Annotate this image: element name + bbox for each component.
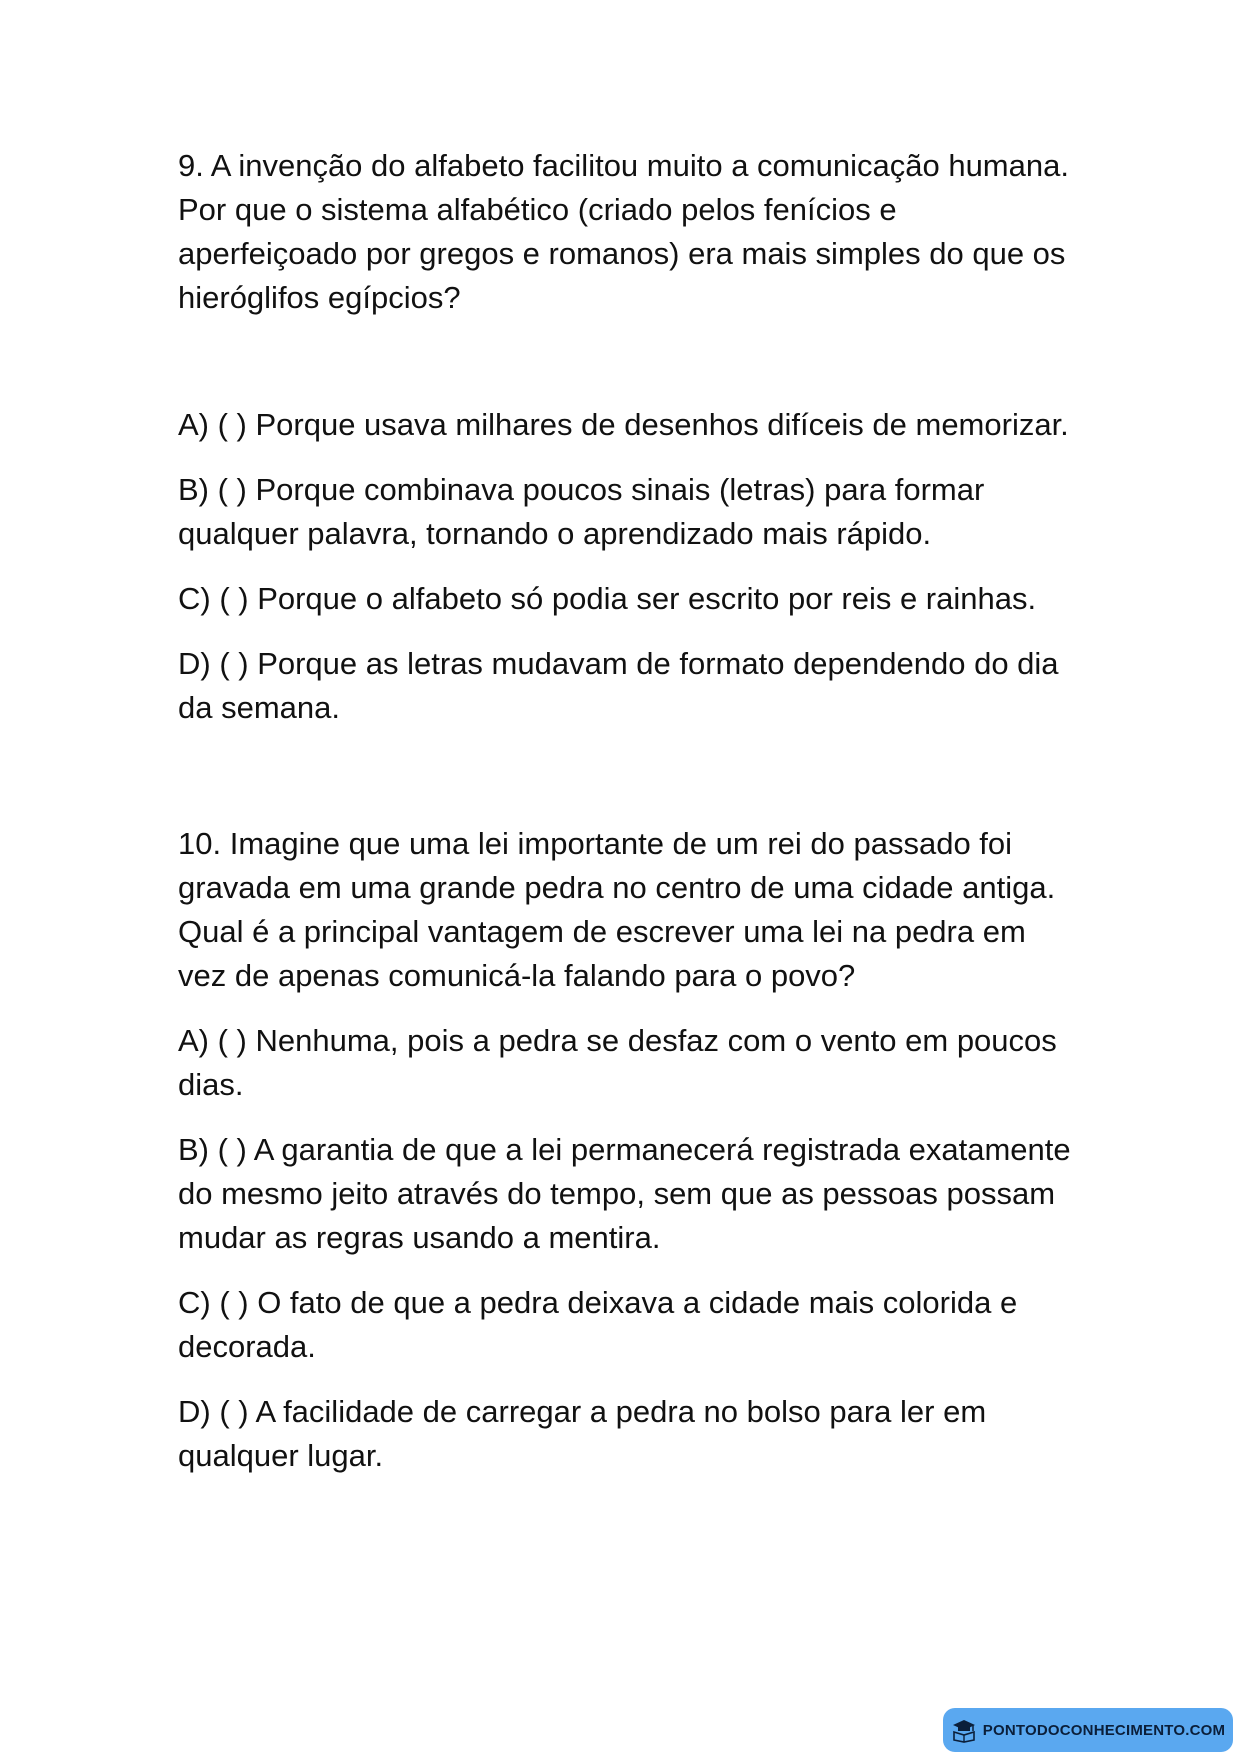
option-a: A) ( ) Porque usava milhares de desenhos difíceis de memorizar. [178,407,1069,442]
watermark-text: PONTODOCONHECIMENTO.COM [982,1721,1226,1739]
document-body [178,144,1078,1478]
question-text: 10. Imagine que uma lei importante de um rei do passado foi gravada em uma grande pedra no centro de uma cidade antiga. Qual é a principal vantagem de escrever uma lei na pedra em vez de apenas comunicá-la falando para o povo? [178,826,1056,993]
option-c: C) ( ) O fato de que a pedra deixava a cidade mais colorida e decorada. [178,1285,1018,1364]
graduation-book-icon [951,1717,977,1743]
question-10 [178,822,1078,1478]
option-d: D) ( ) A facilidade de carregar a pedra no bolso para ler em qualquer lugar. [178,1394,987,1473]
option-c: C) ( ) Porque o alfabeto só podia ser escrito por reis e rainhas. [178,581,1037,616]
option-a: A) ( ) Nenhuma, pois a pedra se desfaz com o vento em poucos dias. [178,1023,1057,1102]
question-9 [178,144,1078,730]
question-text: 9. A invenção do alfabeto facilitou muito a comunicação humana. Por que o sistema alfabético (criado pelos fenícios e aperfeiçoado por gregos e romanos) era mais simples do que os hieróglifos egípcios? [178,148,1069,315]
question-options [178,403,1078,730]
option-b: B) ( ) Porque combinava poucos sinais (letras) para formar qualquer palavra, tornando o aprendizado mais rápido. [178,472,985,551]
question-options [178,1019,1078,1478]
site-watermark [943,1708,1233,1752]
option-d: D) ( ) Porque as letras mudavam de formato dependendo do dia da semana. [178,646,1059,725]
option-b: B) ( ) A garantia de que a lei permanecerá registrada exatamente do mesmo jeito através do tempo, sem que as pessoas possam mudar as regras usando a mentira. [178,1132,1071,1255]
